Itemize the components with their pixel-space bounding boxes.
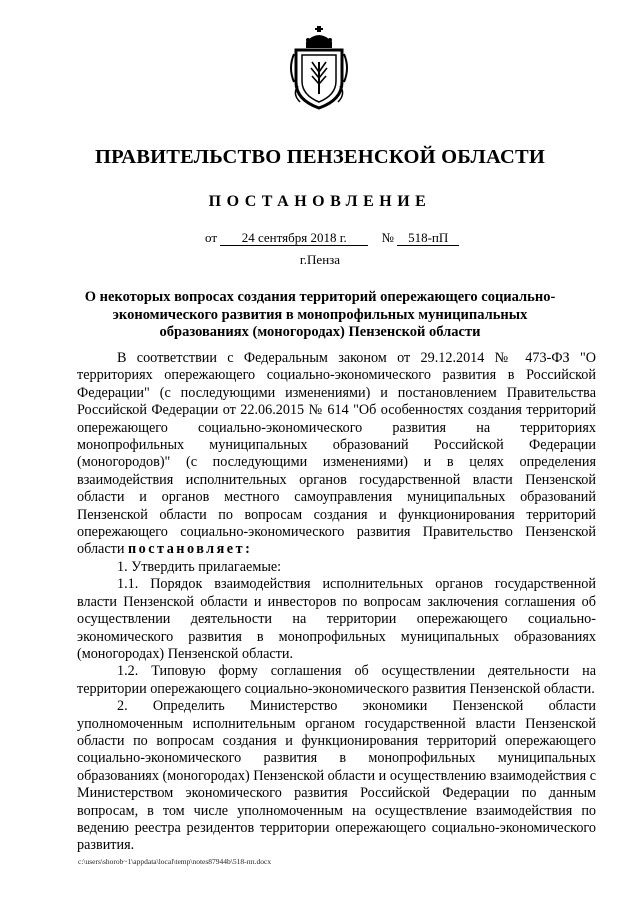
decree-word: постановляет: <box>127 541 253 558</box>
number-prefix: № <box>381 230 394 245</box>
city-name: г.Пенза <box>299 252 341 267</box>
preamble-text: В соответствии с Федеральным законом от 29.12.2014 № 473-ФЗ "О территориях опережающего социально-экономического развития в Российской Федерации" (с последующими изменениями) и постановлением Правительства Российской Федерации от 22.06.2015 № 614 "Об особенностях создания территорий опережающего социально-экономического развития на территориях монопрофильных муниципальных образований Российской Федерации (моногородов)" (с последующими изменениями) и в целях определения взаимодействия исполнительных органов государственной власти Пензенской области и органов местного самоуправления муниципальных образований Пензенской области по вопросам создания и функционирования территорий опережающего социально-экономического развития Правительство Пензенской области <box>77 350 596 558</box>
document-number: 518-пП <box>397 230 459 246</box>
item-1-2: 1.2. Типовую форму соглашения об осуществлении деятельности на территории опережающего социально-экономического развития Пензенской области. <box>77 663 596 697</box>
date-prefix: от <box>205 230 218 245</box>
preamble-paragraph <box>77 350 596 559</box>
item-1: 1. Утвердить прилагаемые: <box>117 558 282 575</box>
item-1-1: 1.1. Порядок взаимодействия исполнительных органов государственной власти Пензенской области и инвесторов по вопросам заключения соглашения об осуществлении деятельности на территории опережающего социально-экономического развития в монопрофильных муниципальных образованиях (моногородах) Пензенской области. <box>77 576 596 662</box>
item-2: 2. Определить Министерство экономики Пензенской области уполномоченным исполнительным органом государственной власти Пензенской области по вопросам создания и функционирования территорий опережающего социально-экономического развития в монопрофильных муниципальных образованиях (моногородах) Пензенской области и осуществлению взаимодействия с Министерством экономического развития Российской Федерации по данным вопросам, в том числе уполномоченным на осуществление взаимодействия по ведению реестра резидентов территории опережающего социально-экономического развития. <box>77 698 596 854</box>
document-body <box>77 350 596 855</box>
government-title: ПРАВИТЕЛЬСТВО ПЕНЗЕНСКОЙ ОБЛАСТИ <box>95 146 545 168</box>
penza-coat-of-arms-icon <box>288 24 350 110</box>
date-number-line <box>205 230 505 246</box>
document-date: 24 сентября 2018 г. <box>220 230 368 246</box>
document-title: О некоторых вопросах создания территорий опережающего социально-экономического развития в монопрофильных муниципальных образованиях (моногородах) Пензенской области <box>84 289 556 340</box>
document-type: ПОСТАНОВЛЕНИЕ <box>208 193 432 210</box>
file-path-footer: c:\users\shorob~1\appdata\local\temp\notes87944b\518-пп.docx <box>78 857 272 866</box>
